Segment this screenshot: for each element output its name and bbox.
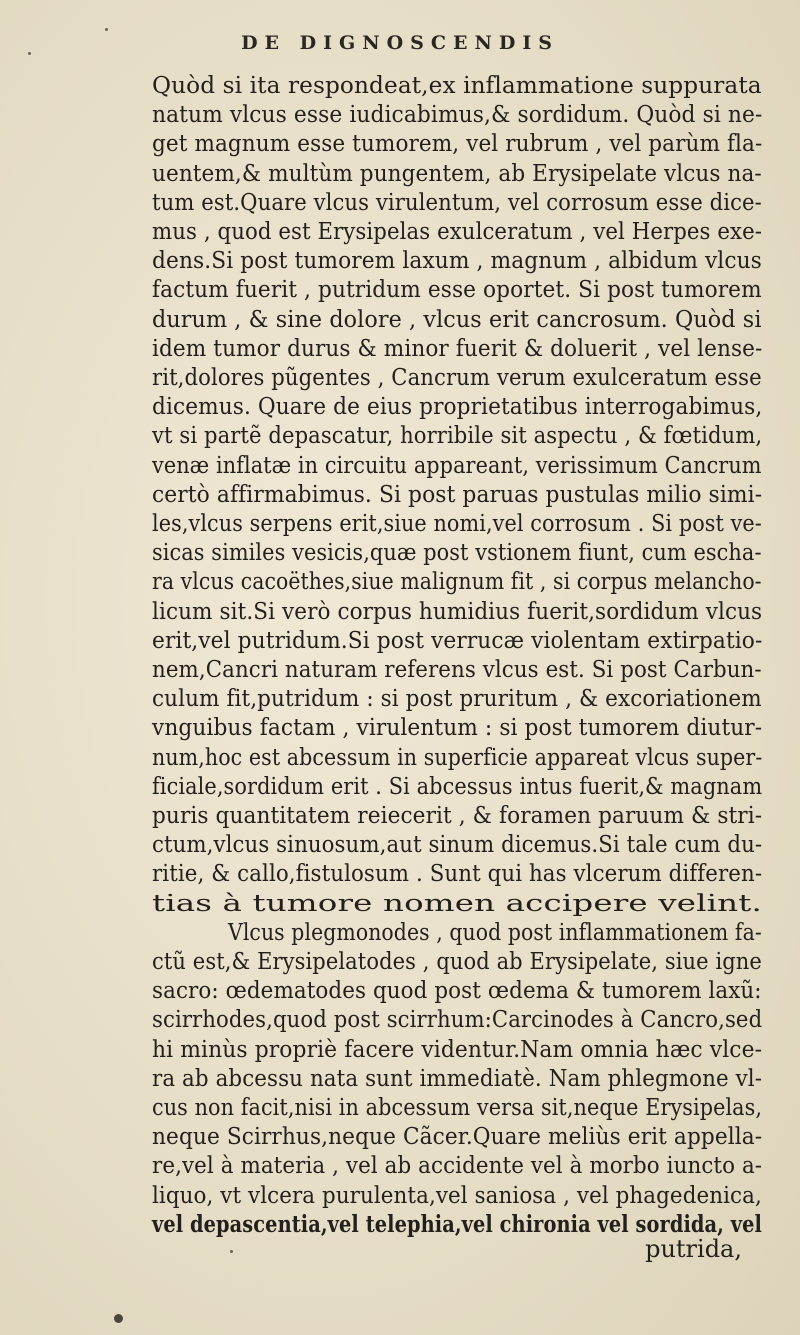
text-line: sicas similes vesicis,quæ post vstionem fiunt, cum escha- — [152, 538, 762, 567]
ink-blot — [114, 1314, 123, 1323]
text-line: licum sit.Si verò corpus humidius fuerit,sordidum vlcus — [152, 596, 763, 625]
text-line: ra ab abcessu nata sunt immediatè. Nam phlegmone vl- — [152, 1063, 763, 1092]
text-line: ctum,vlcus sinuosum,aut sinum dicemus.Si tale cum du- — [152, 830, 763, 859]
text-line: scirrhodes,quod post scirrhum:Carcinodes à Cancro,sed — [152, 1005, 763, 1034]
text-line: re,vel à materia , vel ab accidente vel à morbo iuncto a- — [152, 1151, 763, 1180]
text-line: erit,vel putridum.Si post verrucæ violentam extirpatio- — [152, 625, 763, 654]
text-line: natum vlcus esse iudicabimus,& sordidum. Quòd si ne- — [152, 100, 763, 129]
text-line: certò affirmabimus. Si post paruas pustulas milio simi- — [152, 479, 763, 508]
text-line: mus , quod est Erysipelas exulceratum , vel Herpes exe- — [152, 217, 763, 245]
text-line: uentem,& multùm pungentem, ab Erysipelate vlcus na- — [152, 158, 762, 187]
text-line: sacro: œdematodes quod post œdema & tumorem laxũ: — [152, 976, 762, 1005]
text-line: factum fuerit , putridum esse oportet. Si post tumorem — [152, 275, 762, 304]
text-line: ra vlcus cacoëthes,siue malignum fit , si corpus melancho- — [152, 567, 762, 596]
text-line: vnguibus factam , virulentum : si post tumorem diutur- — [152, 713, 763, 742]
text-line: Quòd si ita respondeat,ex inflammatione suppurata — [152, 71, 762, 99]
text-line: venæ inflatæ in circuitu appareant, verissimum Cancrum — [152, 450, 762, 479]
text-line: les,vlcus serpens erit,siue nomi,vel corrosum . Si post ve- — [152, 509, 762, 537]
running-head: DE DIGNOSCENDIS — [241, 32, 559, 54]
text-line: ficiale,sordidum erit . Si abcessus intus fuerit,& magnam — [152, 771, 763, 800]
text-line: tias à tumore nomen accipere velint. — [152, 888, 762, 917]
text-line: dens.Si post tumorem laxum , magnum , albidum vlcus — [152, 246, 762, 275]
paper-speck — [28, 52, 31, 55]
paper-speck — [230, 1250, 233, 1253]
text-line: idem tumor durus & minor fuerit & doluerit , vel lense- — [152, 333, 763, 362]
text-line: rit,dolores pũgentes , Cancrum verum exulceratum esse — [152, 363, 762, 391]
text-line: culum fit,putridum : si post pruritum , & excoriationem — [152, 684, 762, 713]
text-line: nem,Cancri naturam referens vlcus est. Si post Carbun- — [152, 655, 762, 683]
text-line: dicemus. Quare de eius proprietatibus interrogabimus, — [152, 392, 763, 421]
text-line: tum est.Quare vlcus virulentum, vel corrosum esse dice- — [152, 187, 762, 216]
text-line: cus non facit,nisi in abcessum versa sit,neque Erysipelas, — [152, 1093, 763, 1121]
text-line: ritie, & callo,fistulosum . Sunt qui has vlcerum differen- — [152, 859, 763, 888]
text-line: ctũ est,& Erysipelatodes , quod ab Erysipelate, siue igne — [152, 947, 762, 975]
text-line: get magnum esse tumorem, vel rubrum , vel parùm fla- — [152, 129, 763, 158]
text-line: num,hoc est abcessum in superficie appareat vlcus super- — [152, 742, 763, 771]
text-line: puris quantitatem reiecerit , & foramen paruum & stri- — [152, 801, 763, 829]
text-line: neque Scirrhus,neque Cãcer.Quare meliùs erit appella- — [152, 1122, 763, 1151]
text-line: hi minùs propriè facere videntur.Nam omnia hæc vlce- — [152, 1034, 763, 1063]
text-line: Vlcus plegmonodes , quod post inflammationem fa- — [228, 917, 762, 946]
text-line: durum , & sine dolore , vlcus erit cancrosum. Quòd si — [152, 304, 762, 333]
text-line: liquo, vt vlcera purulenta,vel saniosa , vel phagedenica, — [152, 1180, 762, 1209]
text-line: vel depascentia,vel telephia,vel chironia vel sordida, vel — [152, 1209, 762, 1238]
paper-speck — [105, 28, 108, 31]
text-line: vt si partẽ depascatur, horribile sit aspectu , & fœtidum, — [152, 421, 763, 450]
catchword: putrida, — [645, 1235, 742, 1263]
